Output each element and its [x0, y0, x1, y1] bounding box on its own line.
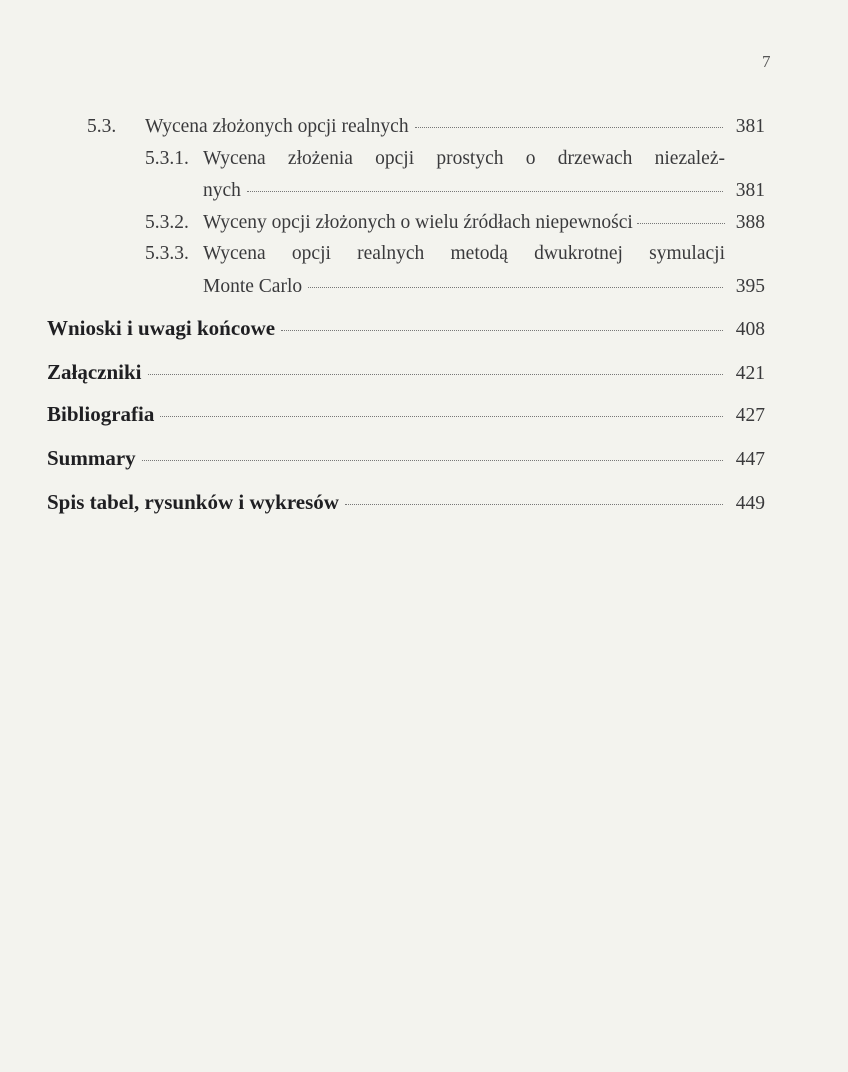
toc-entry-number: 5.3.1. [145, 148, 189, 169]
dot-leader [308, 286, 723, 288]
toc-entry-page: 388 [735, 212, 765, 233]
toc-entry-title: Wycena złożonych opcji realnych [145, 116, 409, 137]
dot-leader [247, 190, 723, 192]
toc-entry-5-3-2 [145, 212, 765, 234]
toc-entry-page: 427 [735, 405, 765, 426]
toc-entry-title: Wycena opcji realnych metodą dwukrotnej symulacji [203, 243, 725, 264]
dot-leader [142, 459, 723, 461]
toc-entry-title: Bibliografia [47, 402, 155, 426]
toc-entry-title-continued: Monte Carlo [203, 276, 303, 297]
toc-entry-summary [47, 446, 765, 471]
dot-leader [415, 126, 723, 128]
toc-entry-5-3-1-line1 [145, 148, 725, 170]
toc-entry-5-3 [87, 116, 765, 138]
toc-entry-spis-tabel [47, 490, 765, 515]
toc-entry-wnioski [47, 316, 765, 341]
toc-entry-title: Spis tabel, rysunków i wykresów [47, 490, 339, 514]
toc-entry-page: 381 [735, 180, 765, 201]
toc-entry-5-3-1-line2 [203, 180, 765, 202]
dot-leader [637, 222, 725, 224]
toc-entry-title: Załączniki [47, 360, 142, 384]
page-number: 7 [762, 52, 771, 71]
toc-entry-5-3-3-line2 [203, 276, 765, 298]
toc-entry-page: 421 [735, 363, 765, 384]
toc-entry-title: Wnioski i uwagi końcowe [47, 316, 276, 340]
toc-entry-page: 381 [735, 116, 765, 137]
toc-entry-title: Summary [47, 446, 136, 470]
toc-entry-page: 447 [735, 449, 765, 470]
toc-entry-number: 5.3.2. [145, 212, 189, 233]
toc-entry-title: Wycena złożenia opcji prostych o drzewach niezależ- [203, 148, 725, 169]
toc-entry-bibliografia [47, 402, 765, 427]
dot-leader [345, 503, 723, 505]
toc-entry-page: 408 [735, 319, 765, 340]
toc-entry-zalaczniki [47, 360, 765, 385]
dot-leader [148, 373, 723, 375]
toc-entry-title: Wyceny opcji złożonych o wielu źródłach niepewności [203, 212, 633, 233]
dot-leader [160, 415, 723, 417]
toc-entry-page: 449 [735, 493, 765, 514]
toc-entry-title-continued: nych [203, 180, 241, 201]
dot-leader [281, 329, 723, 331]
toc-entry-number: 5.3.3. [145, 243, 189, 264]
toc-entry-page: 395 [735, 276, 765, 297]
toc-entry-5-3-3-line1 [145, 243, 725, 265]
toc-entry-number: 5.3. [87, 116, 117, 137]
